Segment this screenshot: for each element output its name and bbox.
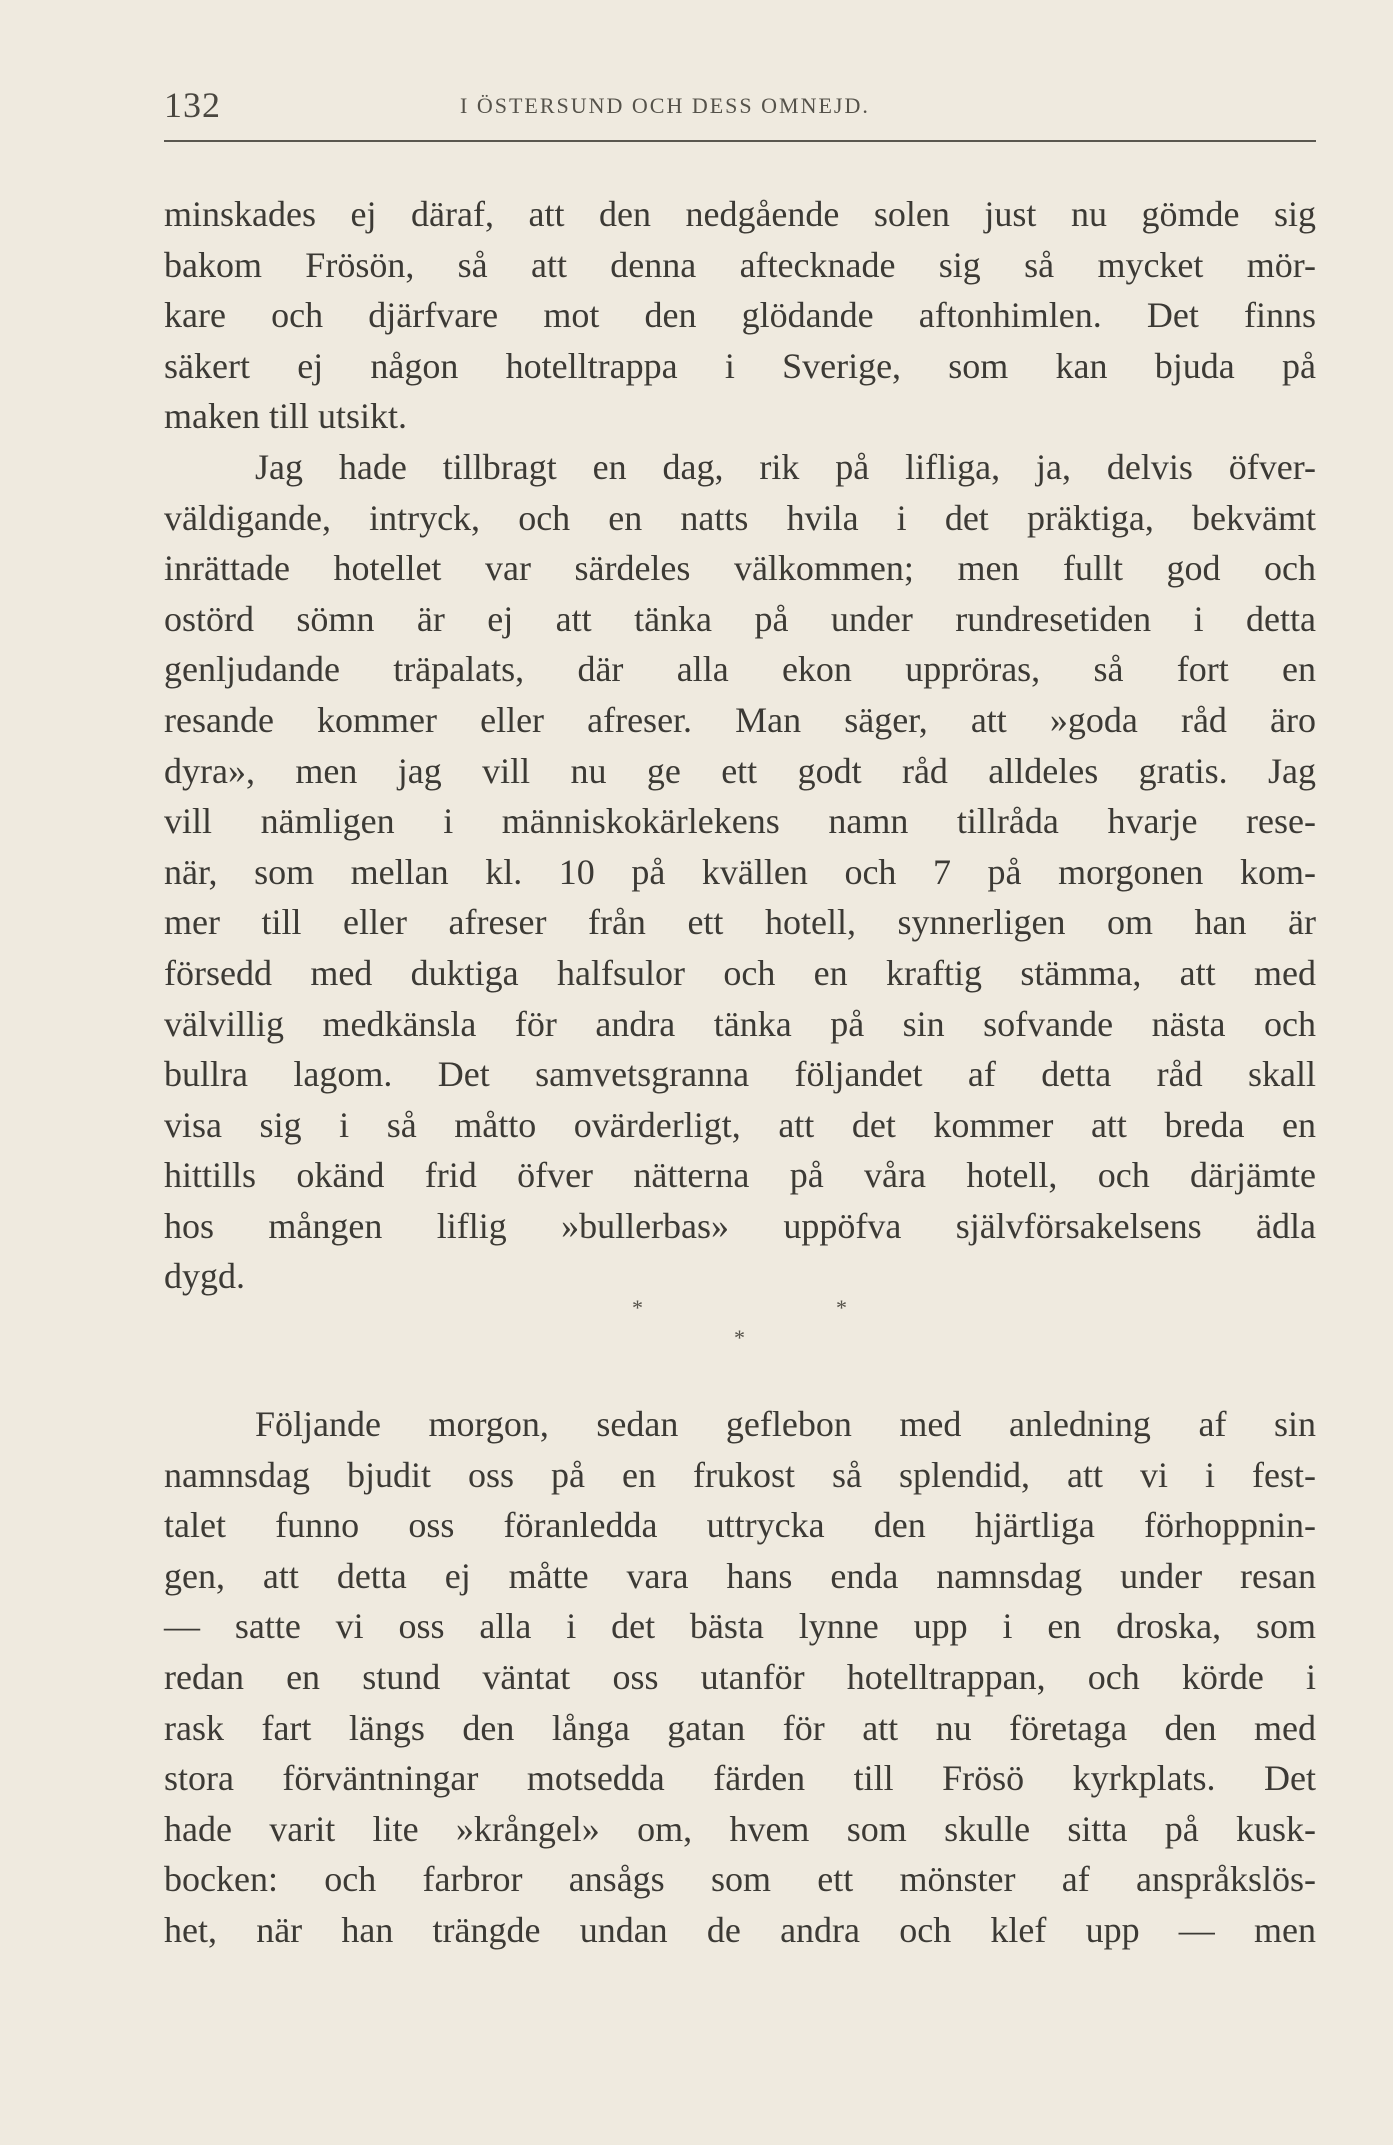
- text-line: bocken: och farbror ansågs som ett mönster af anspråkslös-: [164, 1859, 1316, 1900]
- text-line: väldigande, intryck, och en natts hvila i det präktiga, bekvämt: [164, 497, 1316, 538]
- asterisk-mark: *: [836, 1295, 847, 1320]
- paragraph-block-1: [164, 189, 1316, 1302]
- text-line: ostörd sömn är ej att tänka på under rundresetiden i detta: [164, 598, 1316, 639]
- asterisk-mark: *: [632, 1295, 643, 1320]
- text-line: maken till utsikt.: [164, 396, 407, 437]
- text-line: mer till eller afreser från ett hotell, synnerligen om han är: [164, 902, 1316, 943]
- text-line: — satte vi oss alla i det bästa lynne upp i en droska, som: [164, 1606, 1316, 1647]
- text-line: dygd.: [164, 1256, 245, 1297]
- text-line: redan en stund väntat oss utanför hotelltrappan, och körde i: [164, 1656, 1316, 1697]
- text-line: hittills okänd frid öfver nätterna på våra hotell, och därjämte: [164, 1155, 1316, 1196]
- text-line: försedd med duktiga halfsulor och en kraftig stämma, att med: [164, 952, 1316, 993]
- text-line: talet funno oss föranledda uttrycka den hjärtliga förhoppnin-: [164, 1505, 1316, 1546]
- text-line: genljudande träpalats, där alla ekon uppröras, så fort en: [164, 649, 1316, 690]
- paragraph-block-2: [164, 1399, 1316, 1956]
- text-line: visa sig i så måtto ovärderligt, att det kommer att breda en: [164, 1104, 1316, 1145]
- text-line: Jag hade tillbragt en dag, rik på lifliga, ja, delvis öfver-: [255, 446, 1316, 487]
- section-break-asterism: [620, 1295, 860, 1355]
- text-line: hade varit lite »krångel» om, hvem som skulle sitta på kusk-: [164, 1808, 1316, 1849]
- text-line: gen, att detta ej måtte vara hans enda namnsdag under resan: [164, 1555, 1316, 1596]
- header-rule: [164, 140, 1316, 142]
- page-number: 132: [164, 85, 221, 125]
- page-header: [164, 84, 1316, 134]
- text-line: inrättade hotellet var särdeles välkommen; men fullt god och: [164, 548, 1316, 589]
- text-line: stora förväntningar motsedda färden till Frösö kyrkplats. Det: [164, 1758, 1316, 1799]
- text-line: säkert ej någon hotelltrappa i Sverige, som kan bjuda på: [164, 345, 1316, 386]
- text-line: het, när han trängde undan de andra och klef upp — men: [164, 1909, 1316, 1950]
- text-line: bakom Frösön, så att denna aftecknade sig så mycket mör-: [164, 244, 1316, 285]
- text-line: välvillig medkänsla för andra tänka på sin sofvande nästa och: [164, 1003, 1316, 1044]
- text-line: Följande morgon, sedan geflebon med anledning af sin: [255, 1404, 1316, 1444]
- running-title: I ÖSTERSUND OCH DESS OMNEJD.: [460, 93, 870, 118]
- text-line: dyra», men jag vill nu ge ett godt råd alldeles gratis. Jag: [164, 750, 1316, 791]
- text-line: vill nämligen i människokärlekens namn tillråda hvarje rese-: [164, 801, 1316, 842]
- text-line: namnsdag bjudit oss på en frukost så splendid, att vi i fest-: [164, 1454, 1316, 1495]
- asterisk-mark: *: [734, 1325, 745, 1350]
- text-line: när, som mellan kl. 10 på kvällen och 7 på morgonen kom-: [164, 851, 1316, 892]
- text-line: rask fart längs den långa gatan för att nu företaga den med: [164, 1707, 1316, 1748]
- text-line: hos mången liflig »bullerbas» uppöfva självförsakelsens ädla: [164, 1205, 1316, 1246]
- text-line: resande kommer eller afreser. Man säger, att »goda råd äro: [164, 699, 1316, 740]
- text-line: bullra lagom. Det samvetsgranna följandet af detta råd skall: [164, 1054, 1316, 1095]
- text-line: minskades ej däraf, att den nedgående solen just nu gömde sig: [164, 194, 1316, 234]
- text-line: kare och djärfvare mot den glödande aftonhimlen. Det finns: [164, 295, 1316, 336]
